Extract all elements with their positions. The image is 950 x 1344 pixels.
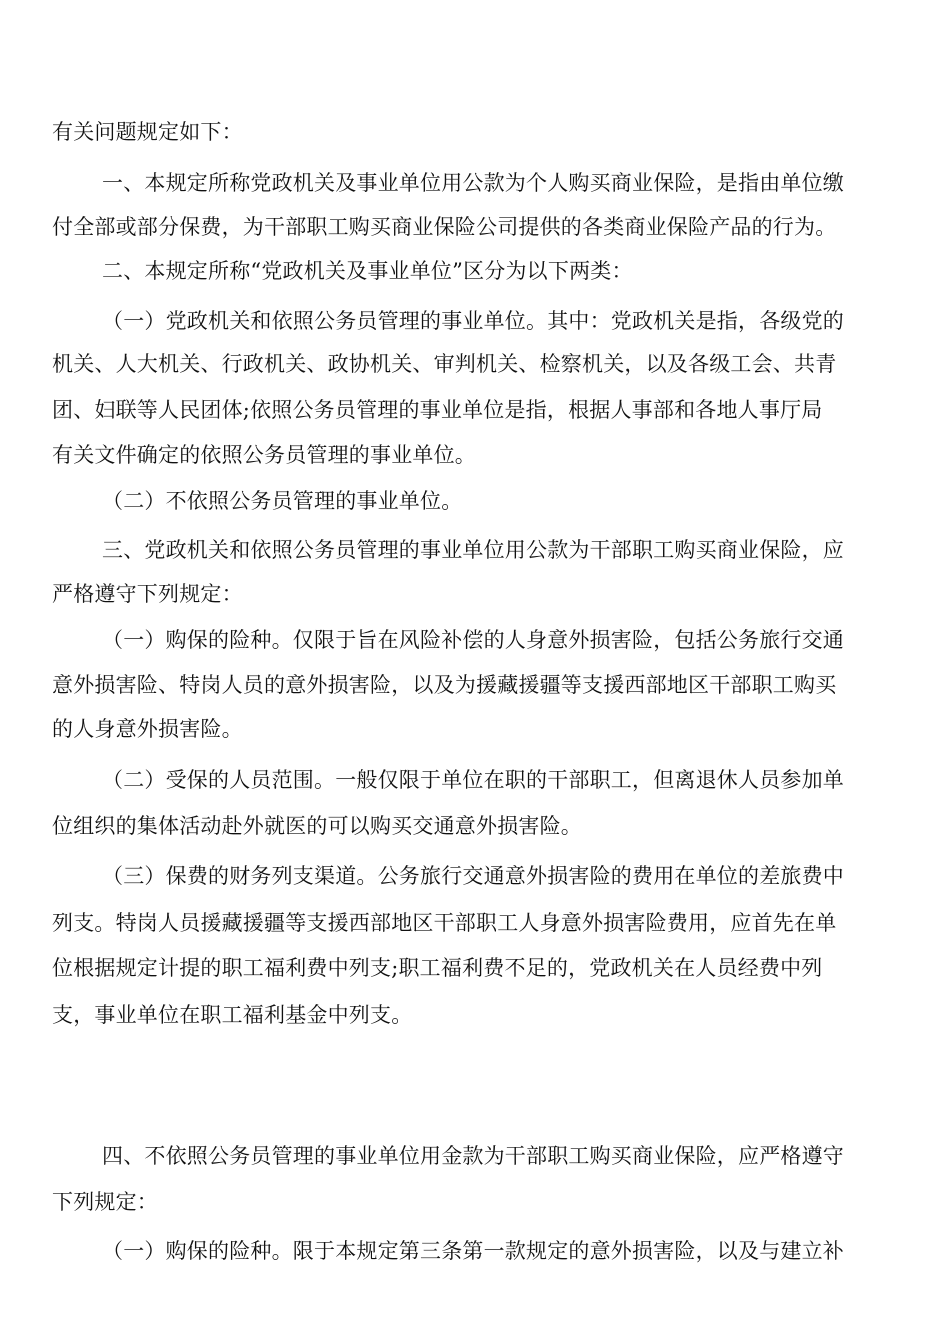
text-line: （一）购保的险种。限于本规定第三条第一款规定的意外损害险，以及与建立补 [102, 1239, 844, 1263]
text-line: 下列规定： [52, 1190, 158, 1214]
text-line: （二）不依照公务员管理的事业单位。 [102, 489, 463, 513]
text-line: （三）保费的财务列支渠道。公务旅行交通意外损害险的费用在单位的差旅费中 [102, 864, 844, 888]
text-line: 二、本规定所称“党政机关及事业单位”区分为以下两类： [102, 259, 633, 283]
text-line: 列支。特岗人员援藏援疆等支援西部地区干部职工人身意外损害险费用，应首先在单 [52, 911, 837, 935]
text-line: 的人身意外损害险。 [52, 717, 243, 741]
text-line: 三、党政机关和依照公务员管理的事业单位用公款为干部职工购买商业保险，应 [102, 538, 844, 562]
text-line: 严格遵守下列规定： [52, 582, 243, 606]
text-line: 付全部或部分保费，为干部职工购买商业保险公司提供的各类商业保险产品的行为。 [52, 215, 837, 239]
text-line: 意外损害险、特岗人员的意外损害险，以及为援藏援疆等支援西部地区干部职工购买 [52, 673, 837, 697]
text-line: 一、本规定所称党政机关及事业单位用公款为个人购买商业保险，是指由单位缴 [102, 171, 844, 195]
text-line: 机关、人大机关、行政机关、政协机关、审判机关、检察机关，以及各级工会、共青 [52, 352, 837, 376]
text-line: 有关问题规定如下： [52, 120, 243, 144]
text-line: （二）受保的人员范围。一般仅限于单位在职的干部职工，但离退休人员参加单 [102, 768, 844, 792]
text-line: 位根据规定计提的职工福利费中列支;职工福利费不足的，党政机关在人员经费中列 [52, 956, 823, 980]
text-line: 位组织的集体活动赴外就医的可以购买交通意外损害险。 [52, 814, 582, 838]
text-line: 四、不依照公务员管理的事业单位用金款为干部职工购买商业保险，应严格遵守 [102, 1144, 844, 1168]
text-line: 支，事业单位在职工福利基金中列支。 [52, 1003, 413, 1027]
text-line: 团、妇联等人民团体;依照公务员管理的事业单位是指，根据人事部和各地人事厅局 [52, 398, 823, 422]
text-line: 有关文件确定的依照公务员管理的事业单位。 [52, 443, 476, 467]
text-line: （一）党政机关和依照公务员管理的事业单位。其中：党政机关是指，各级党的 [102, 309, 844, 333]
text-line: （一）购保的险种。仅限于旨在风险补偿的人身意外损害险，包括公务旅行交通 [102, 628, 844, 652]
